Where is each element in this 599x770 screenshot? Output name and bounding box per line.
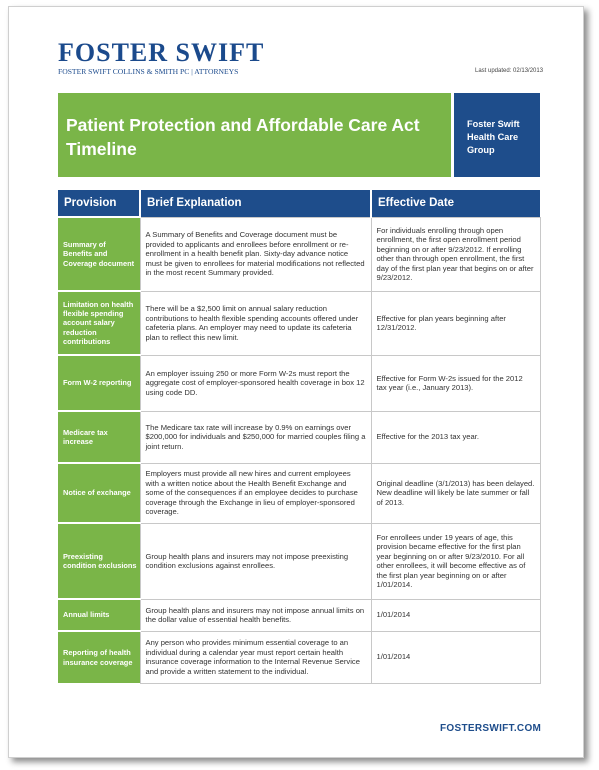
title-banner [58,93,451,177]
table-row [58,355,540,411]
provision-cell: Reporting of health insurance coverage [58,631,140,683]
effective-date-cell: For enrollees under 19 years of age, this provision became effective for the first plan year beginning on or after 9/23/2010. For all other enrollees, it will become effective as of the first plan year beginning on or after 1/01/2014. [371,523,540,599]
explanation-cell: There will be a $2,500 limit on annual salary reduction contributions to health flexible spending accounts offered under cafeteria plans. An employer may need to update its cafeteria plan to reflect this new limit. [140,291,371,355]
table-row [58,411,540,463]
effective-date-cell: Original deadline (3/1/2013) has been delayed. New deadline will likely be late summer or fall of 2013. [371,463,540,523]
header-explanation: Brief Explanation [140,190,371,217]
table-header-row [58,190,540,217]
explanation-cell: An employer issuing 250 or more Form W-2s must report the aggregate cost of employer-sponsored health coverage in box 12 using code DD. [140,355,371,411]
provision-cell: Medicare tax increase [58,411,140,463]
explanation-cell: The Medicare tax rate will increase by 0.9% on earnings over $200,000 for individuals and $250,000 for married couples filing a joint return. [140,411,371,463]
footer-website: FOSTERSWIFT.COM [440,723,542,734]
effective-date-cell: 1/01/2014 [371,631,540,683]
group-banner [454,93,540,177]
explanation-cell: Any person who provides minimum essential coverage to an individual during a calendar year must report certain health insurance coverage information to the Internal Revenue Service and provide a written statement to the individual. [140,631,371,683]
effective-date-cell: Effective for the 2013 tax year. [371,411,540,463]
provision-cell: Summary of Benefits and Coverage document [58,217,140,291]
header-effective-date: Effective Date [371,190,540,217]
effective-date-cell: 1/01/2014 [371,599,540,631]
provision-cell: Notice of exchange [58,463,140,523]
logo-subtitle: FOSTER SWIFT COLLINS & SMITH PC | ATTORNEYS [58,67,239,76]
provision-cell: Annual limits [58,599,140,631]
effective-date-cell: For individuals enrolling through open enrollment, the first open enrollment period beginning on or after 9/23/2012. If enrolling other than through open enrollment, the first day of the first plan year that begins on or after 9/23/2012. [371,217,540,291]
last-updated-date: Last updated: 02/13/2013 [475,68,544,74]
table-row [58,523,540,599]
foster-swift-logo [58,40,264,76]
effective-date-cell: Effective for Form W-2s issued for the 2012 tax year (i.e., January 2013). [371,355,540,411]
table-row [58,463,540,523]
table-row [58,217,540,291]
provision-cell: Form W-2 reporting [58,355,140,411]
explanation-cell: Group health plans and insurers may not impose preexisting condition exclusions against enrollees. [140,523,371,599]
table-row [58,291,540,355]
effective-date-cell: Effective for plan years beginning after 12/31/2012. [371,291,540,355]
group-name: Foster Swift Health Care Group [467,119,520,155]
header-provision: Provision [58,190,140,217]
explanation-cell: Employers must provide all new hires and current employees with a written notice about the Health Benefit Exchange and some of the consequences if an employee decides to purchase coverage through the Exchange in lieu of employer-sponsored coverage. [140,463,371,523]
explanation-cell: A Summary of Benefits and Coverage document must be provided to applicants and enrollees before enrollment or re-enrollment in a health benefit plan. Sixty-day advance notice must be given to enrollees for material modifications not reflected in the most recent Summary provided. [140,217,371,291]
table-row [58,631,540,683]
timeline-table [58,190,541,684]
provision-cell: Preexisting condition exclusions [58,523,140,599]
explanation-cell: Group health plans and insurers may not impose annual limits on the dollar value of essential health benefits. [140,599,371,631]
provision-cell: Limitation on health flexible spending account salary reduction contributions [58,291,140,355]
table-row [58,599,540,631]
logo-wordmark: FOSTER SWIFT [58,38,265,67]
document-title: Patient Protection and Affordable Care Act Timeline [66,115,420,159]
